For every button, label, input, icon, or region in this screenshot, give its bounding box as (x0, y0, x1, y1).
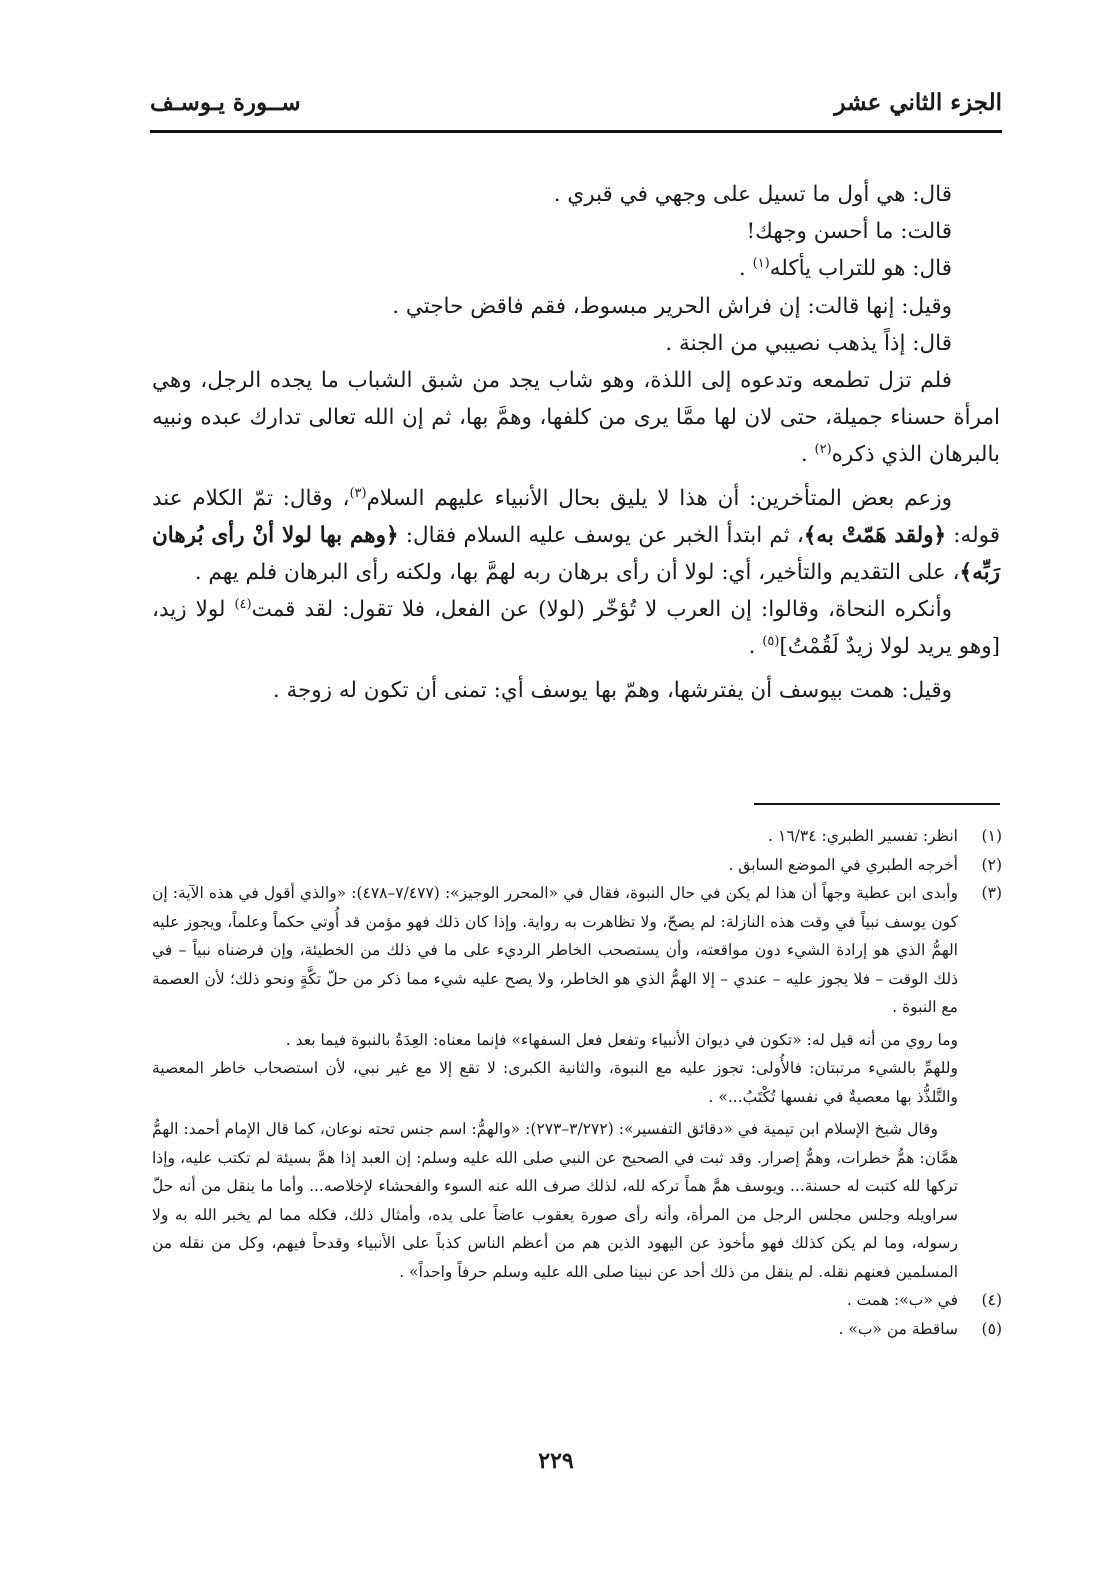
footnote (152, 1315, 1002, 1344)
footnote-ref: (١) (752, 256, 770, 272)
footnote-text: أخرجه الطبري في الموضع السابق . (728, 855, 958, 874)
page-number: ٢٢٩ (538, 1448, 574, 1474)
footnote-ref: (٣) (349, 485, 367, 501)
footnote-paragraph: وللهمِّ بالشيء مرتبتان: فالأُولى: تجوز عليه مع النبوة، والثانية الكبرى: لا تقع إلا مع غير نبي، لأن استصحاب خاطر المعصية والتَّلذُّذ بها معصيةٌ في نفسها تُكْتَبُ...» . (152, 1059, 958, 1106)
footnotes (152, 822, 1002, 1343)
footnote (152, 1286, 1002, 1315)
footnote (152, 879, 1002, 1286)
paragraph: وقيل: همت بيوسف أن يفترشها، وهمّ بها يوسف أي: تمنى أن تكون له زوجة . (272, 677, 952, 703)
footnote-number: (٥) (981, 1319, 1002, 1338)
text-line: قال: هو للتراب يأكله$^{(١)}$ . (738, 256, 952, 282)
text-line: وقيل: إنها قالت: إن فراش الحرير مبسوط، فقم فاقض حاجتي . (392, 293, 952, 319)
footnote (152, 851, 1002, 880)
header-surah-title: ســورة يـوسـف (150, 88, 301, 116)
text-line: قالت: ما أحسن وجهك! (746, 219, 952, 245)
footnote-paragraph: وما روي من أنه قيل له: «تكون في ديوان الأنبياء وتفعل فعل السفهاء» فإنما معناه: العِدَةُ بالنبوة فيما بعد . (285, 1030, 958, 1049)
footnote-number: (١) (981, 827, 1002, 845)
paragraph: وزعم بعض المتأخرين: أن هذا لا يليق بحال الأنبياء عليهم السلام$^{(٣)}$، وقال: تمّ الكلام عند قوله: ﴿ولقد هَمّتْ به﴾، ثم ابتدأ الخبر عن يوسف عليه السلام فقال: ﴿وهم بها لولا أنْ رأى بُرهان رَبِّه﴾، على التقديم والتأخير، أي: لولا أن رأى برهان ربه لهمَّ بها، ولكنه رأى البرهان فلم يهم . (152, 485, 1001, 586)
header-rule (150, 130, 1002, 133)
footnote-number: (٢) (981, 855, 1002, 874)
footnote-ref: (٢) (814, 442, 832, 458)
text-line: قال: هي أول ما تسيل على وجهي في قبري . (553, 182, 952, 207)
footnote-text: في «ب»: همت . (846, 1291, 958, 1309)
header-part-title: الجزء الثاني عشر (834, 88, 1002, 116)
main-text (152, 176, 1000, 709)
text-line: قال: إذاً يذهب نصيبي من الجنة . (665, 330, 952, 356)
footnote-number: (٣) (981, 884, 1002, 902)
footnote-text (152, 879, 958, 1286)
paragraph: فلم تزل تطمعه وتدعوه إلى اللذة، وهو شاب يجد من شبق الشباب ما يجده الرجل، وهي امرأة حسناء جميلة، حتى لان لها ممَّا يرى من كلفها، وهمَّ بها، ثم إن الله تعالى تدارك عبده ونبيه بالبرهان الذي ذكره$^{(٢)}$ . (152, 368, 1000, 468)
footnote-paragraph: وقال شيخ الإسلام ابن تيمية في «دقائق التفسير»: (٣/٢٧٢–٢٧٣): «والهمُّ: اسم جنس تحته نوعان، كما قال الإمام أحمد: الهمُّ همَّان: همُّ خطرات، وهمُّ إصرار. وقد ثبت في الصحيح عن النبي صلى الله عليه وسلم: إن العبد إذا همَّ بسيئة لم تكتب عليه، وإذا تركها لله كتبت له حسنة... ويوسف همَّ هماً تركه لله، لذلك صرف الله عنه السوء والفحشاء لإخلاصه... وأما ما ينقل من أنه حلّ سراويله وجلس مجلس الرجل من المرأة، وأنه رأى صورة يعقوب عاضاً على يده، وأمثال ذلك، فكله مما لم يخبر الله به ولا رسوله، وما لم يكن كذلك فهو مأخوذ عن اليهود الذين هم من أعظم الناس كذباً على الأنبياء وقدحاً فيهم، وكل من نقله من المسلمين فعنهم نقله. لم ينقل من ذلك أحد عن نبينا صلى الله عليه وسلم حرفاً واحداً» . (152, 1120, 958, 1281)
footnote-rule (754, 803, 1000, 805)
footnote-text: انظر: تفسير الطبري: ١٦/٣٤ . (768, 827, 958, 845)
footnote-ref: (٤) (234, 597, 252, 613)
paragraph: وأنكره النحاة، وقالوا: إن العرب لا تُؤخّر (لولا) عن الفعل، فلا تقول: لقد قمت$^{(٤)}$ لولا زيد، [وهو يريد لولا زيدٌ لَقُمْتُ]$^{(٥)}$ . (152, 597, 1000, 660)
footnote (152, 822, 1002, 851)
quran-quote: ﴿ولقد هَمّتْ به﴾ (803, 522, 947, 548)
footnote-ref: (٥) (762, 634, 780, 650)
footnote-paragraph: وأبدى ابن عطية وجهاً أن هذا لم يكن في حال النبوة، فقال في «المحرر الوجيز»: (٧/٤٧٧–٤٧٨): «والذي أقول في هذه الآية: إن كون يوسف نبياً في وقت هذه النازلة: لم يصحّ، ولا تظاهرت به رواية. وإذا كان ذلك فهو مؤمن قد أُوتي حكماً وعلماً، ويجوز عليه الهمُّ الذي هو إرادة الشيء دون مواقعته، وأن يستصحب الخاطر الرديء على ما في ذلك من الخطيئة، وإن فرضناه نبياً – في ذلك الوقت – فلا يجوز عليه – عندي – إلا الهمُّ الذي هو الخاطر، ولا يصح عليه شيء مما ذكر من حلّ تكَّةٍ ونحو ذلك؛ لأن العصمة مع النبوة . (152, 884, 959, 1016)
quran-quote: ﴿وهم بها لولا أنْ رأى بُرهان رَبِّه﴾ (152, 522, 1000, 586)
running-header (150, 84, 1002, 120)
footnote-number: (٤) (981, 1291, 1002, 1309)
footnote-text: ساقطة من «ب» . (838, 1319, 958, 1338)
